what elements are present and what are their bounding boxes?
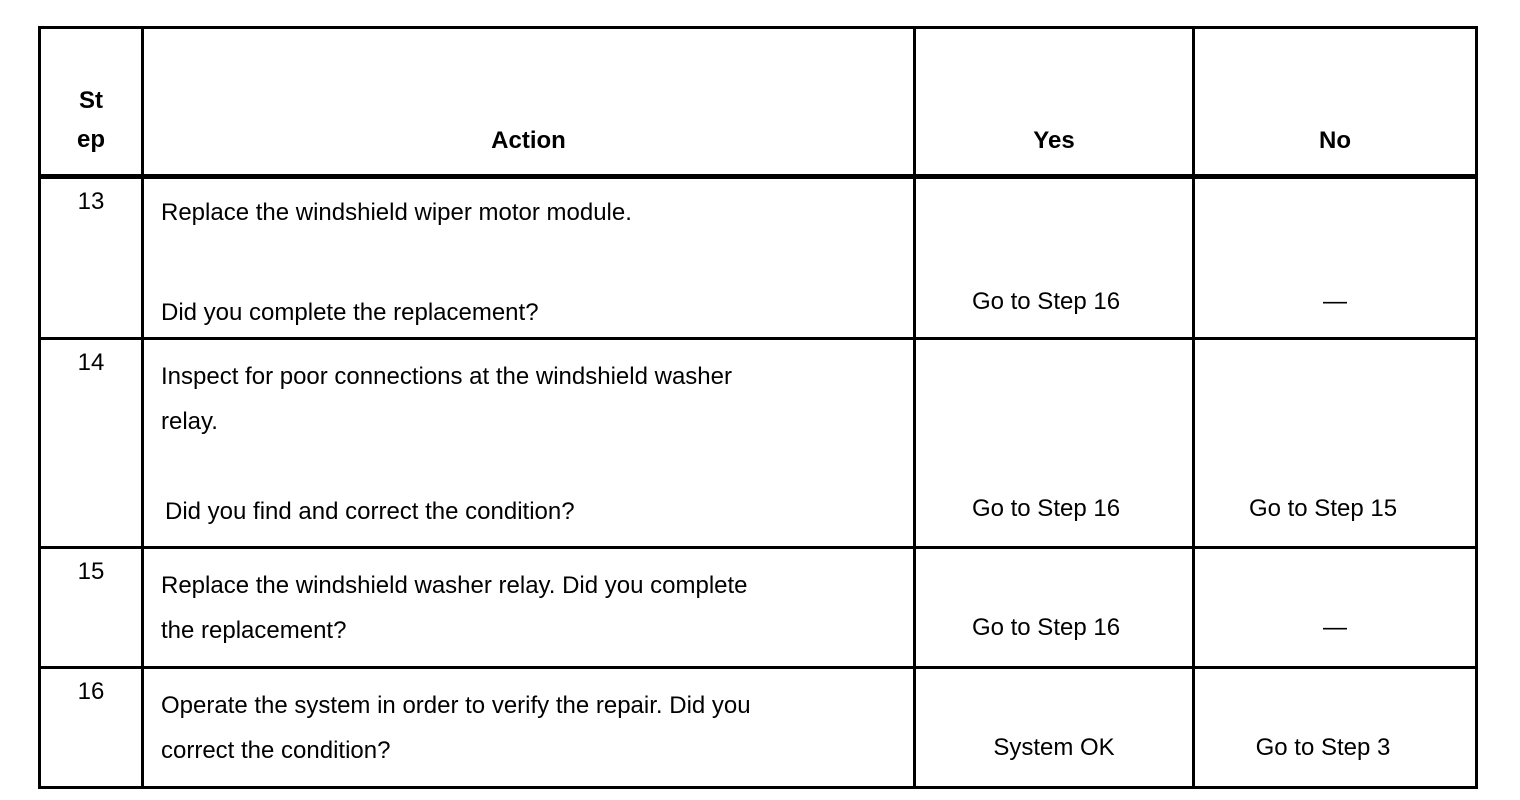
action-text-line2: the replacement?: [161, 617, 347, 644]
header-step-text: [41, 81, 141, 159]
header-yes-label: Yes: [1033, 127, 1075, 154]
no-cell: [1194, 668, 1477, 788]
table-row: [40, 668, 1477, 788]
action-text-line1: Replace the windshield washer relay. Did you complete: [161, 572, 748, 599]
no-result: —: [1323, 614, 1347, 641]
header-step-line2: ep: [76, 126, 105, 153]
header-step: [40, 28, 143, 177]
yes-cell: [915, 177, 1194, 339]
yes-cell: [915, 668, 1194, 788]
no-cell: [1194, 339, 1477, 548]
action-text: Replace the windshield wiper motor module.: [161, 199, 632, 226]
no-cell: [1194, 177, 1477, 339]
yes-result: Go to Step 16: [971, 288, 1121, 315]
yes-result: Go to Step 16: [971, 495, 1121, 522]
step-number: 14: [40, 339, 143, 548]
yes-cell: [915, 339, 1194, 548]
table-row: [40, 177, 1477, 339]
action-cell: [143, 177, 915, 339]
step-number: 16: [40, 668, 143, 788]
header-yes: [915, 28, 1194, 177]
step-number: 15: [40, 548, 143, 668]
yes-result: System OK: [993, 734, 1115, 761]
no-result: Go to Step 15: [1248, 495, 1398, 522]
header-action: [143, 28, 915, 177]
no-cell: [1194, 548, 1477, 668]
action-question: Did you complete the replacement?: [161, 299, 539, 326]
diagnostic-table: [38, 26, 1478, 789]
action-cell: [143, 339, 915, 548]
header-no-label: No: [1319, 127, 1351, 154]
action-question: Did you find and correct the condition?: [165, 498, 575, 525]
table-row: [40, 548, 1477, 668]
yes-result: Go to Step 16: [971, 614, 1121, 641]
header-action-label: Action: [491, 127, 566, 154]
no-result: —: [1323, 288, 1347, 315]
action-cell: [143, 668, 915, 788]
action-text-line2: correct the condition?: [161, 737, 391, 764]
yes-cell: [915, 548, 1194, 668]
action-text-line2: relay.: [161, 408, 218, 435]
step-number: 13: [40, 177, 143, 339]
table-row: [40, 339, 1477, 548]
action-cell: [143, 548, 915, 668]
header-no: [1194, 28, 1477, 177]
action-text-line1: Operate the system in order to verify the repair. Did you: [161, 692, 751, 719]
action-text-line1: Inspect for poor connections at the windshield washer: [161, 363, 732, 390]
table-header-row: [40, 28, 1477, 177]
header-step-line1: St: [79, 87, 103, 114]
no-result: Go to Step 3: [1255, 734, 1391, 761]
